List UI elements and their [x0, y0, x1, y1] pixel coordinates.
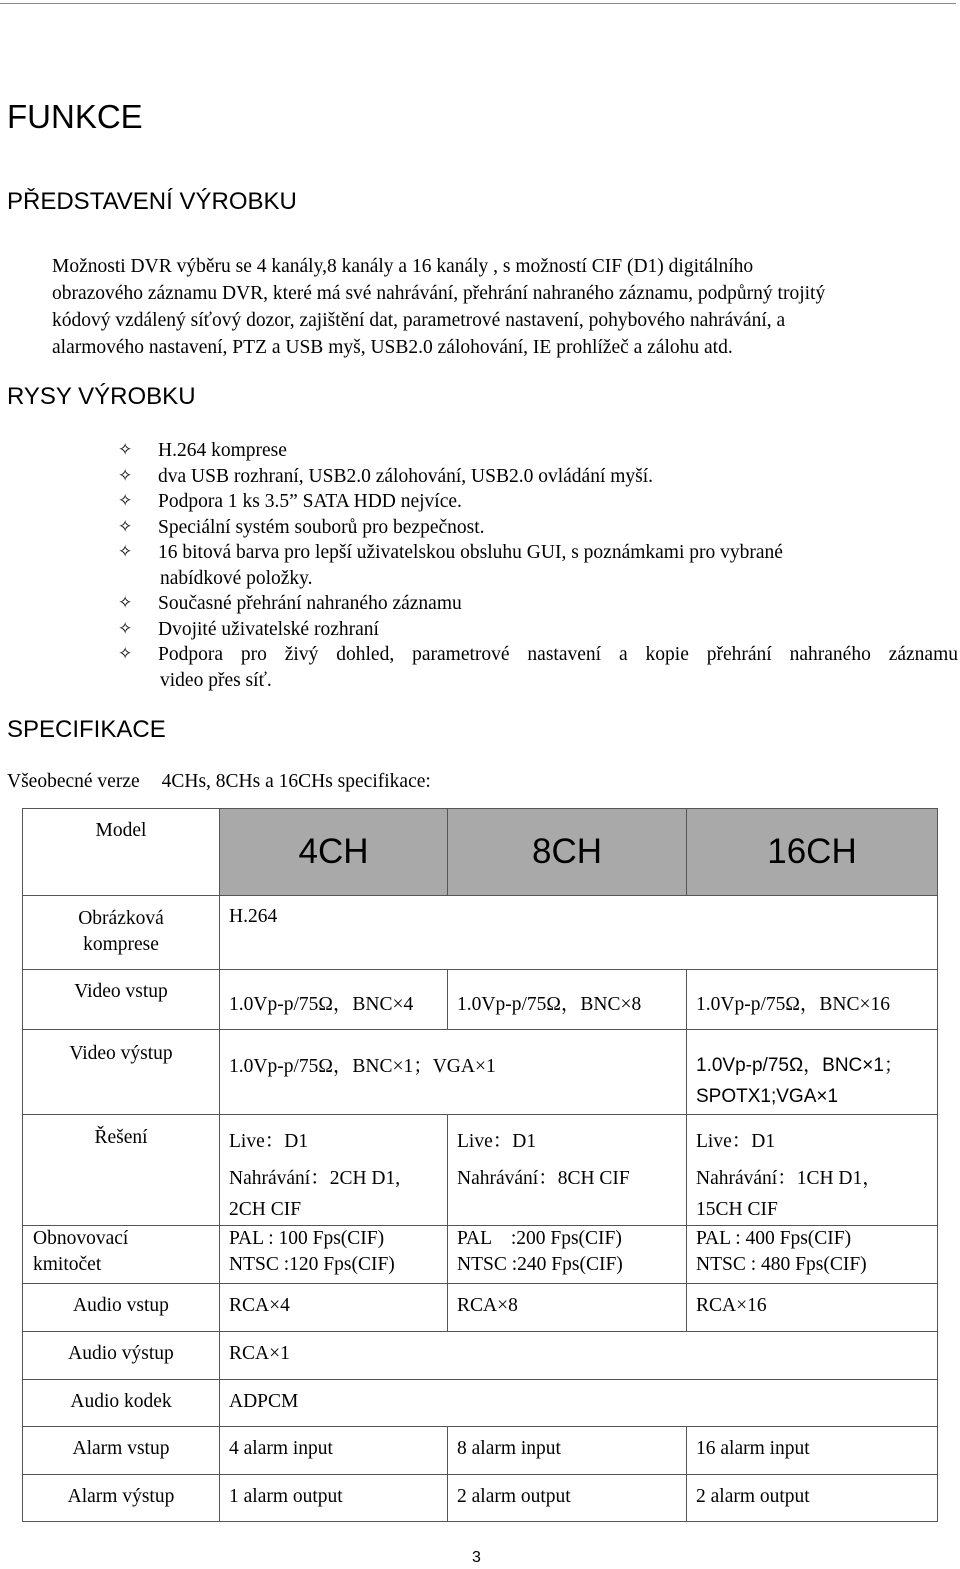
feature-text: Speciální systém souborů pro bezpečnost.	[158, 516, 485, 538]
page-number: 3	[472, 1549, 481, 1566]
list-item	[118, 489, 958, 515]
col-header-8ch: 8CH	[448, 809, 687, 896]
audio-out-label: Audio výstup	[23, 1332, 220, 1380]
resolution-label: Řešení	[23, 1115, 220, 1226]
cell: 8 alarm input	[448, 1427, 687, 1475]
table-row	[23, 1030, 938, 1115]
intro-line: Možnosti DVR výběru se 4 kanály,8 kanály a 16 kanály , s možností CIF (D1) digitálního	[52, 256, 754, 277]
features-heading: RYSY VÝROBKU	[7, 383, 196, 410]
cell-line: PAL : 400 Fps(CIF)	[696, 1228, 852, 1249]
general-text: 4CHs, 8CHs a 16CHs specifikace:	[161, 771, 431, 792]
list-item	[118, 515, 958, 541]
alarm-out-label: Alarm výstup	[23, 1475, 220, 1522]
cell-line: 15CH CIF	[696, 1199, 778, 1220]
intro-heading: PŘEDSTAVENÍ VÝROBKU	[7, 188, 297, 215]
feature-text: Dvojité uživatelské rozhraní	[158, 618, 379, 640]
cell-line: 1.0Vp-p/75Ω，BNC×1；	[696, 1055, 903, 1076]
table-row	[23, 896, 938, 970]
cell-line: PAL :200 Fps(CIF)	[457, 1228, 622, 1249]
cell-line: NTSC :240 Fps(CIF)	[457, 1254, 623, 1275]
cell-line: PAL : 100 Fps(CIF)	[229, 1228, 385, 1249]
label-line: Obrázková	[78, 908, 164, 929]
cell: RCA×4	[220, 1284, 448, 1332]
feature-text: Současné přehrání nahraného záznamu	[158, 593, 462, 614]
audio-out-value: RCA×1	[220, 1332, 938, 1380]
feature-text: H.264 komprese	[158, 440, 287, 461]
resolution-4ch	[220, 1115, 448, 1226]
intro-line: obrazového záznamu DVR, které má své nahrávání, přehrání nahraného záznamu, podpůrný trojitý	[52, 283, 826, 304]
label-line: Obnovovací	[33, 1228, 129, 1249]
star-bullet-icon: ✧	[118, 465, 133, 486]
alarm-in-label: Alarm vstup	[23, 1427, 220, 1475]
video-in-label: Video vstup	[23, 970, 220, 1030]
compression-label	[23, 896, 220, 970]
table-row	[23, 809, 938, 896]
intro-line: kódový vzdálený síťový dozor, zajištění dat, parametrové nastavení, pohybového nahrávání, a	[52, 310, 786, 331]
star-bullet-icon: ✧	[118, 491, 133, 511]
cell-line: Live：D1	[696, 1131, 776, 1152]
list-item	[118, 464, 958, 490]
table-row	[23, 1332, 938, 1380]
refresh-8ch	[448, 1226, 687, 1284]
table-row	[23, 1427, 938, 1475]
feature-text-cont: video přes síť.	[160, 669, 272, 691]
page-title: FUNKCE	[7, 98, 143, 135]
col-header-16ch: 16CH	[687, 809, 938, 896]
star-bullet-icon: ✧	[118, 542, 133, 562]
feature-text-cont: nabídkové položky.	[160, 567, 313, 589]
feature-text: 16 bitová barva pro lepší uživatelskou obsluhu GUI, s poznámkami pro vybrané	[158, 542, 783, 563]
model-label: Model	[23, 809, 220, 896]
cell-line: NTSC : 480 Fps(CIF)	[696, 1254, 867, 1275]
general-label: Všeobecné verze	[7, 771, 140, 792]
star-bullet-icon: ✧	[118, 593, 133, 613]
audio-codec-label: Audio kodek	[23, 1380, 220, 1427]
list-item	[118, 438, 958, 464]
feature-text: dva USB rozhraní, USB2.0 zálohování, USB2.0 ovládání myší.	[158, 465, 654, 487]
cell-line: 2CH CIF	[229, 1199, 302, 1220]
cell: 1.0Vp-p/75Ω，BNC×16	[687, 970, 938, 1030]
feature-list	[118, 438, 958, 693]
audio-codec-value: ADPCM	[220, 1380, 938, 1427]
feature-text: Podpora pro živý dohled, parametrové nastavení a kopie přehrání nahraného záznamu	[158, 644, 958, 665]
star-bullet-icon: ✧	[118, 516, 133, 537]
cell: 4 alarm input	[220, 1427, 448, 1475]
cell: 2 alarm output	[448, 1475, 687, 1522]
video-out-shared: 1.0Vp-p/75Ω，BNC×1；VGA×1	[220, 1030, 687, 1115]
intro-paragraph	[52, 253, 952, 361]
table-row	[23, 1115, 938, 1226]
cell: 1 alarm output	[220, 1475, 448, 1522]
table-row	[23, 1284, 938, 1332]
audio-in-label: Audio vstup	[23, 1284, 220, 1332]
col-header-4ch: 4CH	[220, 809, 448, 896]
table-row	[23, 970, 938, 1030]
compression-value: H.264	[220, 896, 938, 970]
cell-line: Nahrávání：2CH D1,	[229, 1168, 401, 1189]
table-row	[23, 1380, 938, 1427]
table-row	[23, 1226, 938, 1284]
cell: 2 alarm output	[687, 1475, 938, 1522]
star-bullet-icon: ✧	[118, 440, 133, 460]
cell: RCA×16	[687, 1284, 938, 1332]
star-bullet-icon: ✧	[118, 618, 133, 639]
video-out-16ch	[687, 1030, 938, 1115]
spec-table	[22, 808, 938, 1522]
refresh-4ch	[220, 1226, 448, 1284]
cell-line: NTSC :120 Fps(CIF)	[229, 1254, 395, 1275]
label-line: komprese	[83, 934, 159, 955]
cell: RCA×8	[448, 1284, 687, 1332]
video-out-label: Video výstup	[23, 1030, 220, 1115]
cell-line: Nahrávání：8CH CIF	[457, 1168, 630, 1189]
star-bullet-icon: ✧	[118, 644, 133, 664]
resolution-16ch	[687, 1115, 938, 1226]
resolution-8ch	[448, 1115, 687, 1226]
refresh-16ch	[687, 1226, 938, 1284]
intro-line: alarmového nastavení, PTZ a USB myš, USB2.0 zálohování, IE prohlížeč a zálohu atd.	[52, 337, 733, 358]
label-line: kmitočet	[33, 1254, 102, 1275]
table-row	[23, 1475, 938, 1522]
cell: 1.0Vp-p/75Ω，BNC×4	[220, 970, 448, 1030]
refresh-label	[23, 1226, 220, 1284]
general-versions-line	[7, 771, 453, 793]
cell-line: Live：D1	[457, 1131, 537, 1152]
cell: 1.0Vp-p/75Ω，BNC×8	[448, 970, 687, 1030]
top-rule	[0, 3, 956, 4]
feature-text: Podpora 1 ks 3.5” SATA HDD nejvíce.	[158, 491, 462, 512]
list-item	[118, 540, 958, 591]
cell-line: Live：D1	[229, 1131, 309, 1152]
specs-heading: SPECIFIKACE	[7, 716, 166, 743]
list-item	[118, 642, 958, 693]
cell-line: Nahrávání：1CH D1，	[696, 1168, 882, 1189]
list-item	[118, 591, 958, 617]
cell-line: SPOTX1;VGA×1	[696, 1086, 839, 1107]
cell: 16 alarm input	[687, 1427, 938, 1475]
list-item	[118, 617, 958, 643]
